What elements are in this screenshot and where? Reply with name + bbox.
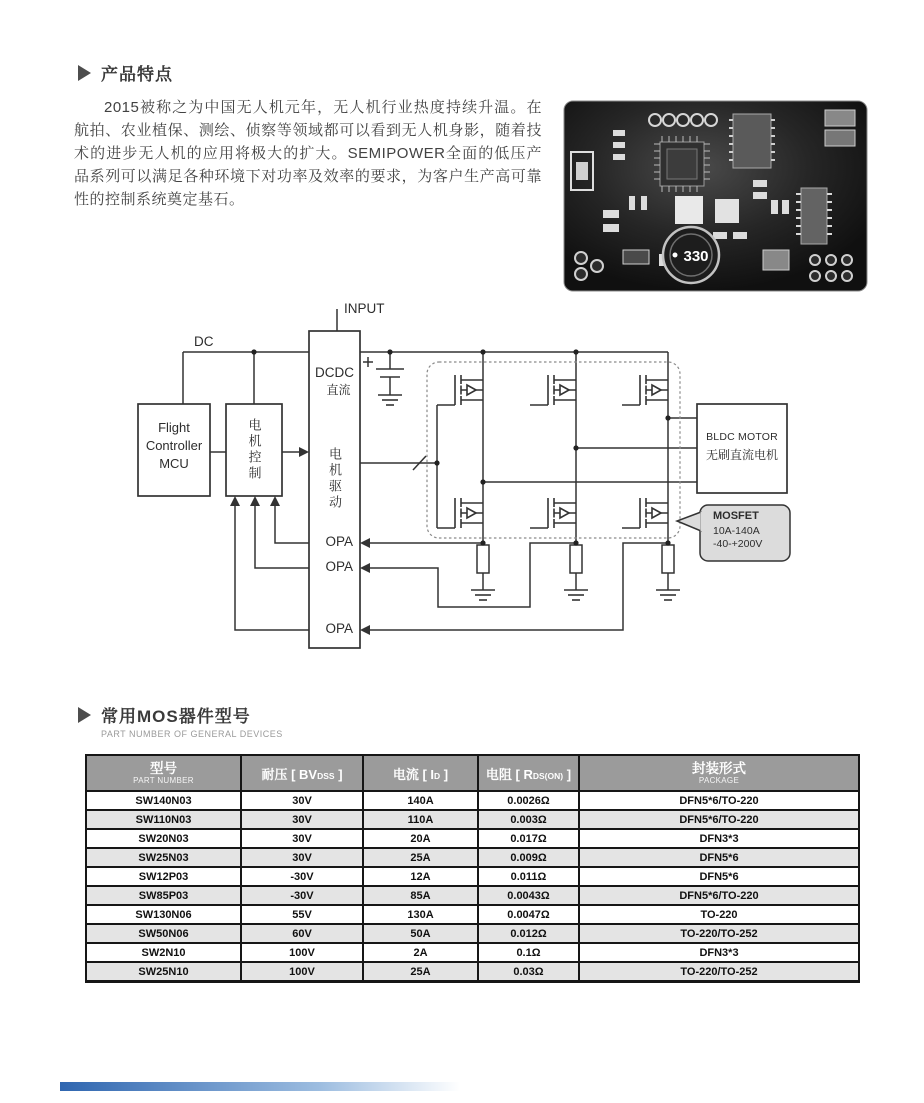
parts-table	[85, 754, 860, 983]
header-rdson: 电阻 [ RDS(ON) ]	[478, 755, 579, 791]
table-cell: SW85P03	[86, 886, 241, 905]
table-cell: SW12P03	[86, 867, 241, 886]
table-cell: 25A	[363, 848, 478, 867]
header-bvdss: 耐压 [ BVDSS ]	[241, 755, 363, 791]
table-row	[86, 962, 859, 982]
table-cell: TO-220	[579, 905, 859, 924]
table-cell: 0.1Ω	[478, 943, 579, 962]
section-table-subtitle: PART NUMBER OF GENERAL DEVICES	[101, 729, 283, 739]
table-header-row	[86, 755, 859, 791]
header-part-number: 型号 PART NUMBER	[86, 755, 241, 791]
flight-controller-box-label: Flight Controller MCU	[145, 420, 203, 471]
opa1-label: OPA	[325, 534, 353, 549]
table-cell: 0.003Ω	[478, 810, 579, 829]
table-cell: 0.0043Ω	[478, 886, 579, 905]
table-cell: SW50N06	[86, 924, 241, 943]
table-row	[86, 810, 859, 829]
dcdc-label: DCDC	[315, 365, 354, 380]
parts-table-body	[86, 791, 859, 982]
table-cell: SW110N03	[86, 810, 241, 829]
table-cell: -30V	[241, 867, 363, 886]
bldc-motor-box-label: BLDC MOTOR 无刷直流电机	[705, 431, 778, 462]
table-cell: 0.0026Ω	[478, 791, 579, 810]
table-row	[86, 905, 859, 924]
table-cell: 12A	[363, 867, 478, 886]
table-cell: 85A	[363, 886, 478, 905]
table-cell: 30V	[241, 791, 363, 810]
callout-voltage-range: -40-+200V	[713, 538, 763, 550]
table-cell: DFN5*6	[579, 867, 859, 886]
table-cell: DFN3*3	[579, 829, 859, 848]
section-features-header	[78, 60, 173, 85]
table-row	[86, 791, 859, 810]
dc-label: DC	[194, 334, 214, 349]
dcdc-cn-label: 直流	[326, 383, 351, 397]
table-cell: 110A	[363, 810, 478, 829]
table-cell: 20A	[363, 829, 478, 848]
header-package: 封装形式 PACKAGE	[579, 755, 859, 791]
callout-current-range: 10A-140A	[713, 525, 760, 537]
pcb-photo-graphic	[563, 100, 868, 292]
table-cell: SW20N03	[86, 829, 241, 848]
opa2-label: OPA	[325, 559, 353, 574]
table-cell: 0.017Ω	[478, 829, 579, 848]
table-cell: 0.012Ω	[478, 924, 579, 943]
footer-accent-bar	[60, 1082, 460, 1091]
table-cell: 0.009Ω	[478, 848, 579, 867]
table-row	[86, 829, 859, 848]
pcb-photo	[563, 100, 868, 292]
features-paragraph: 2015被称之为中国无人机元年，无人机行业热度持续升温。在航拍、农业植保、测绘、侦察等领域都可以看到无人机身影，随着技术的进步无人机的应用将极大的扩大。SEMIPOWER全面的低压产品系列可以满足各种环境下对功率及效率的要求，为客户生产高可靠性的控制系统奠定基石。	[74, 99, 542, 208]
table-cell: 60V	[241, 924, 363, 943]
table-cell: 0.011Ω	[478, 867, 579, 886]
section-table-header	[78, 702, 283, 739]
opa3-label: OPA	[325, 621, 353, 636]
table-cell: DFN5*6	[579, 848, 859, 867]
triangle-bullet-icon	[78, 707, 91, 723]
table-cell: 55V	[241, 905, 363, 924]
table-cell: 30V	[241, 810, 363, 829]
section-features-title: 产品特点	[101, 65, 173, 84]
table-row	[86, 924, 859, 943]
table-cell: SW25N10	[86, 962, 241, 982]
table-cell: 100V	[241, 962, 363, 982]
table-cell: -30V	[241, 886, 363, 905]
table-cell: SW25N03	[86, 848, 241, 867]
table-cell: TO-220/TO-252	[579, 924, 859, 943]
table-cell: 30V	[241, 829, 363, 848]
table-cell: 100V	[241, 943, 363, 962]
table-cell: 130A	[363, 905, 478, 924]
table-cell: 30V	[241, 848, 363, 867]
table-cell: SW140N03	[86, 791, 241, 810]
table-row	[86, 943, 859, 962]
motor-drive-label: 电机驱动	[327, 447, 342, 511]
table-cell: 140A	[363, 791, 478, 810]
input-label: INPUT	[344, 301, 385, 316]
triangle-bullet-icon	[78, 65, 91, 81]
section-table-title: 常用MOS器件型号	[101, 707, 251, 726]
table-cell: SW2N10	[86, 943, 241, 962]
table-row	[86, 848, 859, 867]
table-cell: DFN5*6/TO-220	[579, 791, 859, 810]
table-cell: DFN3*3	[579, 943, 859, 962]
motor-control-box-label: 电机控制	[246, 418, 262, 482]
table-cell: SW130N06	[86, 905, 241, 924]
table-cell: 0.03Ω	[478, 962, 579, 982]
table-cell: DFN5*6/TO-220	[579, 886, 859, 905]
callout-title: MOSFET	[713, 510, 759, 522]
table-row	[86, 867, 859, 886]
header-id: 电流 [ ID ]	[363, 755, 478, 791]
block-diagram	[130, 301, 880, 665]
table-row	[86, 886, 859, 905]
table-cell: DFN5*6/TO-220	[579, 810, 859, 829]
pcb-inductor-label: 330	[683, 248, 709, 265]
table-cell: 0.0047Ω	[478, 905, 579, 924]
table-cell: 25A	[363, 962, 478, 982]
table-cell: 2A	[363, 943, 478, 962]
table-cell: TO-220/TO-252	[579, 962, 859, 982]
table-cell: 50A	[363, 924, 478, 943]
